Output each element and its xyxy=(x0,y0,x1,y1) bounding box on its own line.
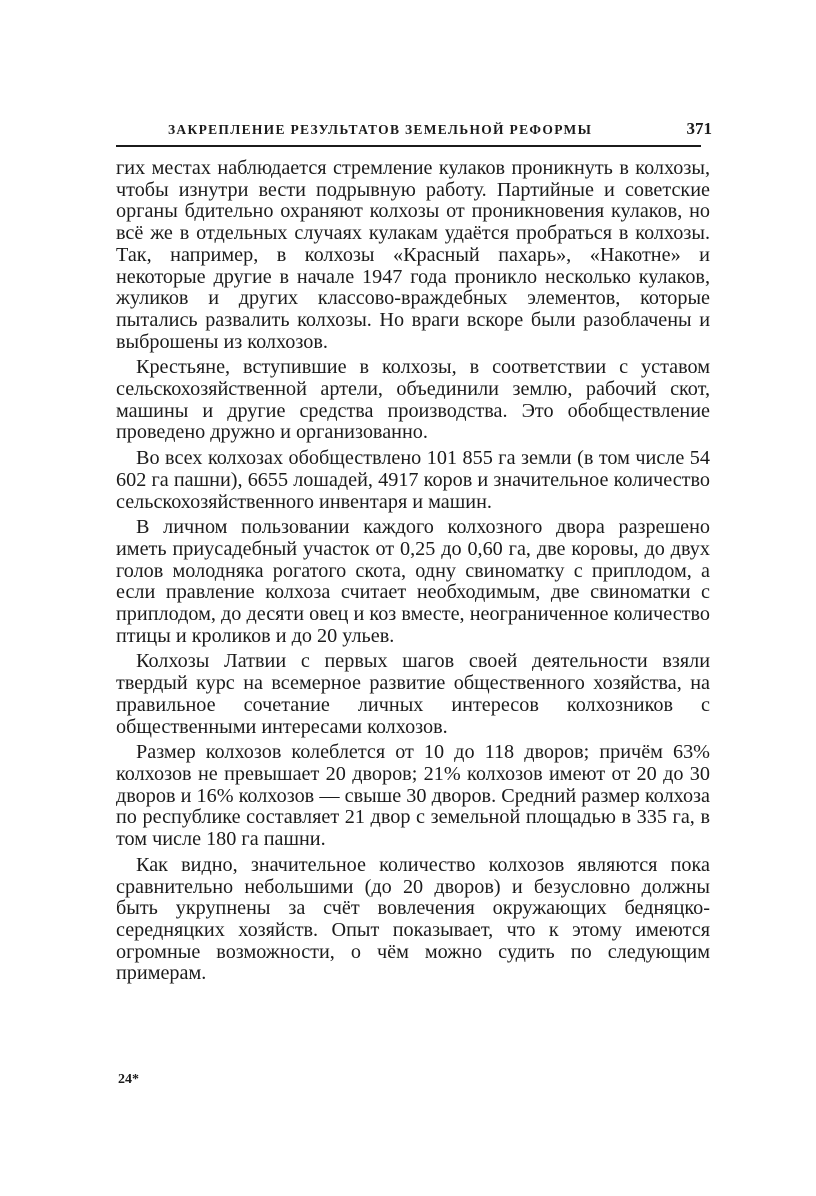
paragraph: Размер колхозов колеблется от 10 до 118 дворов; причём 63% колхозов не превышает 20 дворов; 21% колхозов имеют от 20 до 30 дворов и 16% колхозов — свыше 30 дворов. Средний размер колхоза по республике составляет 21 двор с земельной площадью в 335 га, в том числе 180 га пашни. xyxy=(116,741,710,851)
paragraph: Как видно, значительное количество колхозов являются пока сравнительно небольшими (до 20 дворов) и безусловно должны быть укрупнены за счёт вовлечения окружающих бедняцко-середняцких хозяйств. Опыт показывает, что к этому имеются огромные возможности, о чём можно судить по следующим примерам. xyxy=(116,853,710,985)
paragraph: гих местах наблюдается стремление кулаков проникнуть в колхозы, чтобы изнутри вести подрывную работу. Партийные и советские органы бдительно охраняют колхозы от проникновения кулаков, но всё же в отдельных случаях кулакам удаётся пробраться в колхозы. Так, например, в колхозы «Красный пахарь», «Накотне» и некоторые другие в начале 1947 года проникло несколько кулаков, жуликов и других классово-враждебных элементов, которые пытались развалить колхозы. Но враги вскоре были разоблачены и выброшены из колхозов. xyxy=(116,157,710,353)
header-rule xyxy=(116,145,701,147)
paragraph: Крестьяне, вступившие в колхозы, в соответствии с уставом сельскохозяйственной артели, объединили землю, рабочий скот, машины и другие средства производства. Это обобществление проведено дружно и организованно. xyxy=(116,356,710,444)
signature-mark: 24* xyxy=(118,1072,139,1087)
paragraph: Колхозы Латвии с первых шагов своей деятельности взяли твердый курс на всемерное развитие общественного хозяйства, на правильное сочетание личных интересов колхозников с общественными интересами колхозов. xyxy=(116,650,710,738)
running-header-title: ЗАКРЕПЛЕНИЕ РЕЗУЛЬТАТОВ ЗЕМЕЛЬНОЙ РЕФОРМЫ xyxy=(168,122,593,137)
body-text xyxy=(116,158,710,989)
paragraph: Во всех колхозах обобществлено 101 855 га земли (в том числе 54 602 га пашни), 6655 лошадей, 4917 коров и значительное количество сельскохозяйственного инвентаря и машин. xyxy=(116,447,710,513)
page-number: 371 xyxy=(686,119,712,138)
paragraph: В личном пользовании каждого колхозного двора разрешено иметь приусадебный участок от 0,25 до 0,60 га, две коровы, до двух голов молодняка рогатого скота, одну свиноматку с приплодом, а если правление колхоза считает необходимым, две свиноматки с приплодом, до десяти овец и коз вместе, неограниченное количество птицы и кроликов и до 20 ульев. xyxy=(116,516,710,647)
running-header xyxy=(116,118,712,146)
